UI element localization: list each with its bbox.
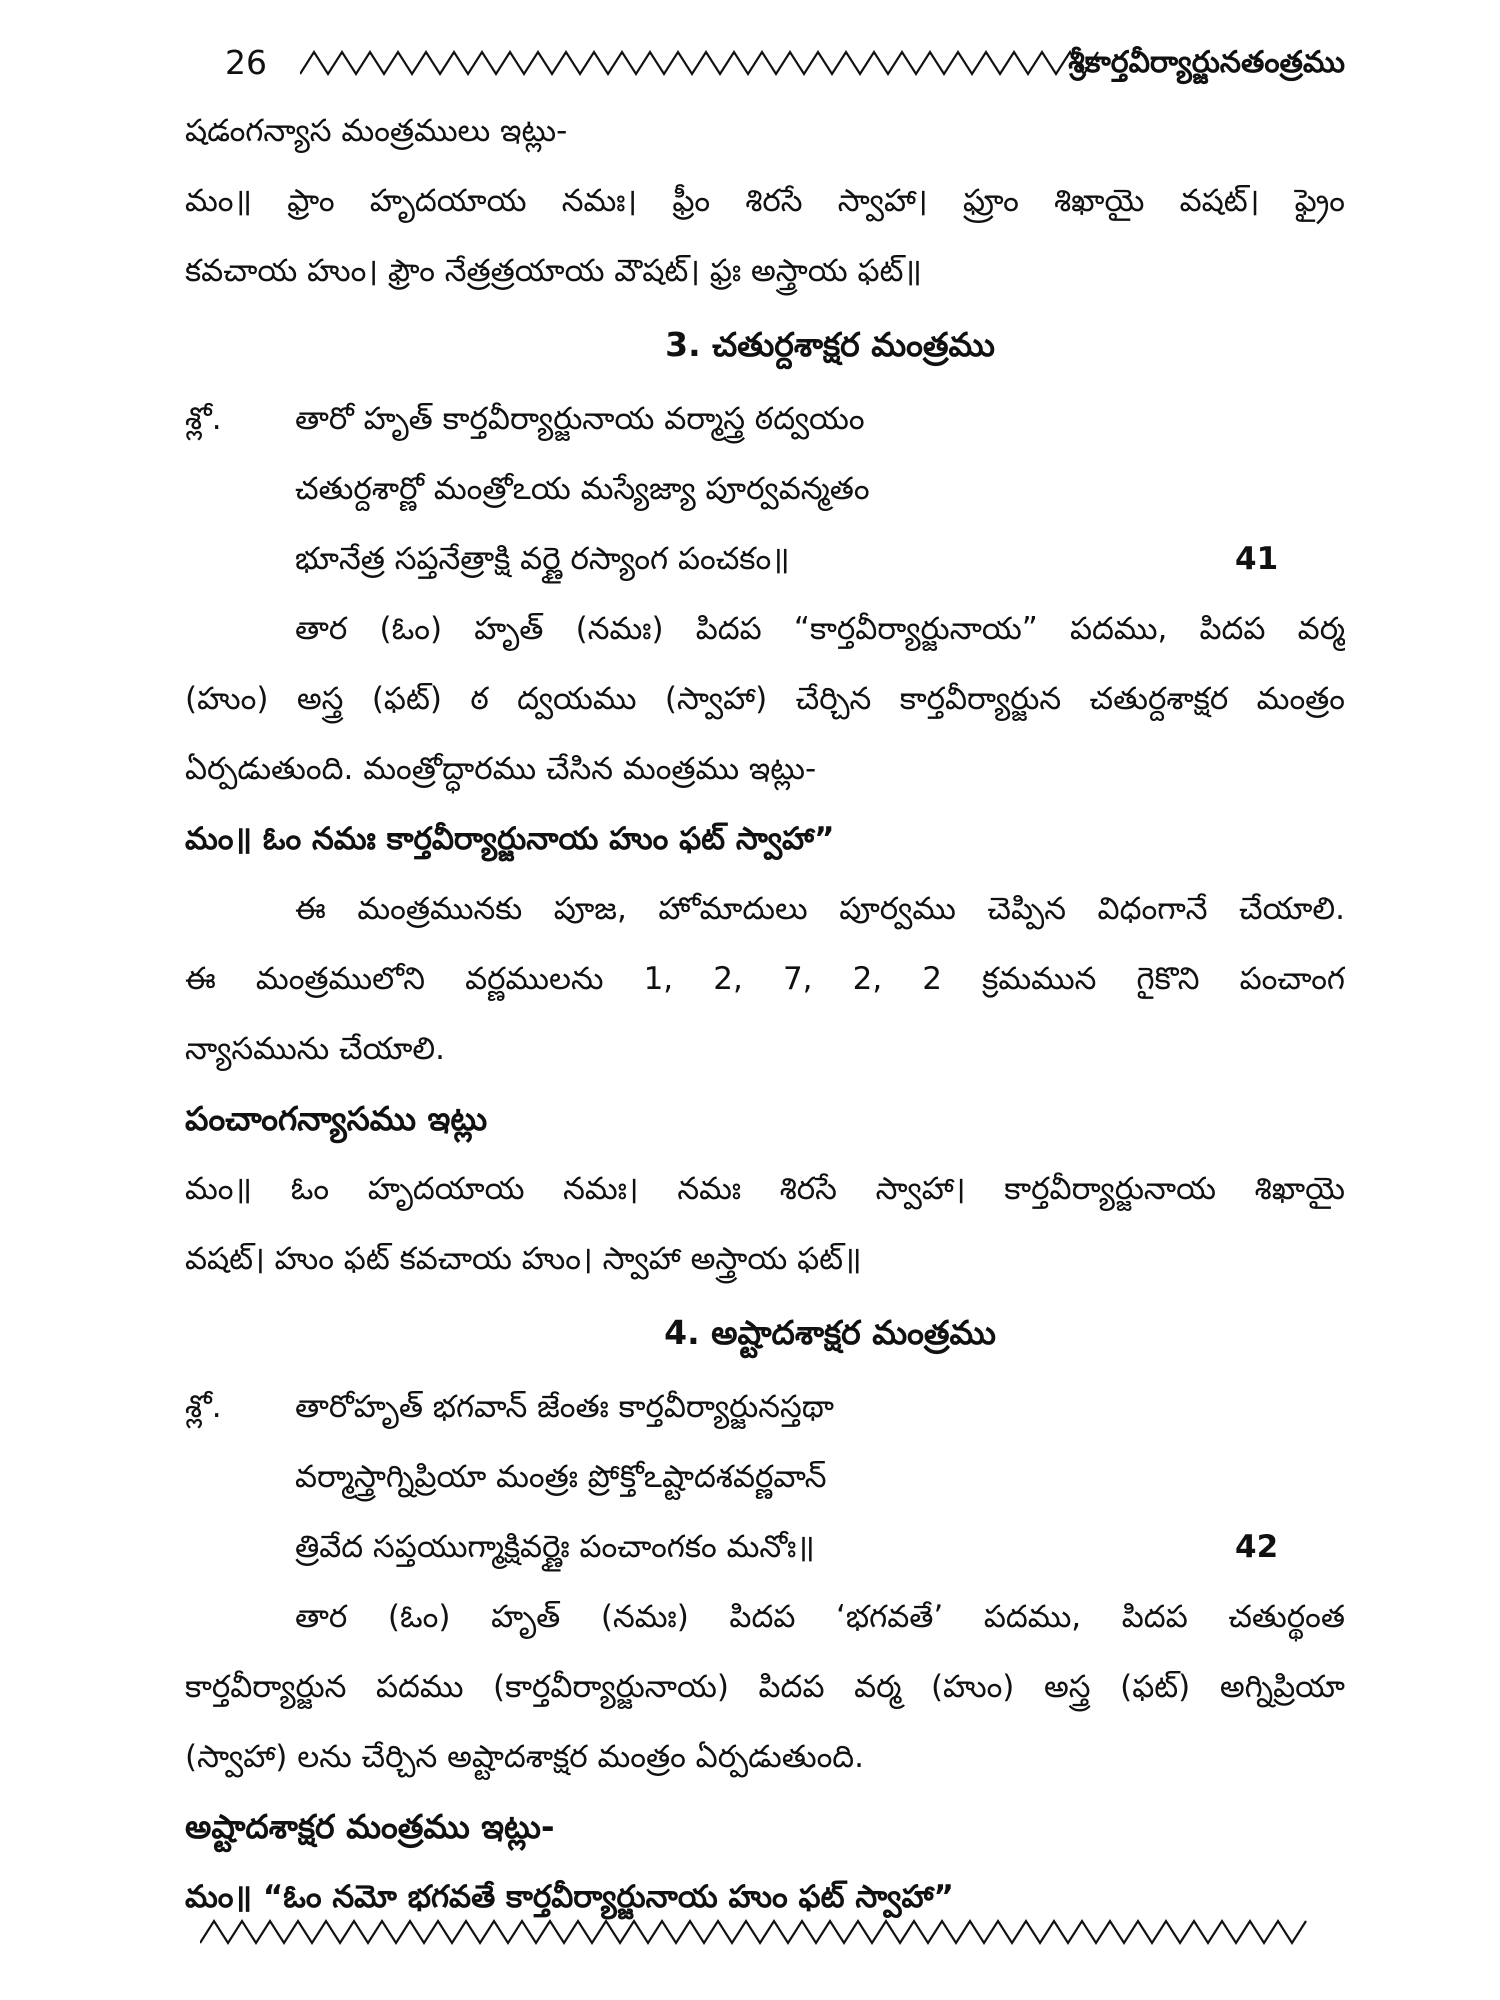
- verse-line: [185, 524, 1345, 594]
- zigzag-ornament-top: [300, 46, 1100, 80]
- text-line: కార్తవీర్యార్జున పదము (కార్తవీర్యార్జునాయ) పిదప వర్మ (హుం) అస్త్ర (ఫట్) అగ్నిప్రియా: [185, 1669, 1345, 1705]
- verse-line: [185, 1512, 1345, 1582]
- text-line: తార (ఓం) హృత్ (నమః) పిదప ‘భగవతే’ పదము, పిదప చతుర్థంత: [295, 1599, 1345, 1635]
- section-heading-3: 3. చతుర్దశాక్షర మంత్రము: [665, 325, 995, 364]
- verse-line: [185, 384, 1345, 454]
- text-line: ఈ మంత్రమునకు పూజ, హోమాదులు పూర్వము చెప్పిన విధంగానే చేయాలి.: [295, 891, 1345, 927]
- verse-marker: శ్లో.: [185, 401, 222, 437]
- verse-text: త్రివేద సప్తయుగ్మాక్షివర్ణైః పంచాంగకం మనోః॥: [295, 1529, 815, 1565]
- verse-text: భూనేత్ర సప్తనేత్రాక్షి వర్ణై రస్యాంగ పంచకం॥: [295, 541, 790, 577]
- text-line: మం॥ ఓం హృదయాయ నమః। నమః శిరసే స్వాహా। కార్తవీర్యార్జునాయ శిఖాయై: [185, 1171, 1345, 1207]
- verse-marker: శ్లో.: [185, 1389, 222, 1425]
- page-number: 26: [225, 43, 267, 82]
- verse-line: [185, 1442, 1345, 1512]
- verse-text: వర్మాస్త్రాగ్నిప్రియా మంత్రః ప్రోక్తోఽష్టాదశవర్ణవాన్: [295, 1459, 827, 1495]
- mantra-line: మం॥ ఓం నమః కార్తవీర్యార్జునాయ హుం ఫట్ స్వాహా”: [185, 821, 835, 857]
- text-line: న్యాసమును చేయాలి.: [185, 1031, 445, 1067]
- text-line: (స్వాహా) లను చేర్చిన అష్టాదశాక్షర మంత్రం ఏర్పడుతుంది.: [185, 1739, 865, 1775]
- verse-line: [185, 454, 1345, 524]
- text-line: ఏర్పడుతుంది. మంత్రోద్ధారము చేసిన మంత్రము ఇట్లు-: [185, 751, 817, 787]
- verse-line: [185, 1372, 1345, 1442]
- text-line: తార (ఓం) హృత్ (నమః) పిదప “కార్తవీర్యార్జునాయ” పదము, పిదప వర్మ: [295, 611, 1345, 647]
- zigzag-ornament-bottom: [200, 1915, 1310, 1949]
- section-heading-4: 4. అష్టాదశాక్షర మంత్రము: [664, 1313, 996, 1352]
- running-title: శ్రీకార్తవీర్యార్జునతంత్రము: [1068, 45, 1345, 80]
- page-header: [185, 36, 1345, 90]
- subheading: పంచాంగన్యాసము ఇట్లు: [185, 1099, 488, 1138]
- text-line: మం॥ ఫ్రాం హృదయాయ నమః। ఫ్రీం శిరసే స్వాహా। ఫ్రూం శిఖాయై వషట్। ఫ్రైం: [185, 183, 1345, 219]
- subheading: అష్టాదశాక్షర మంత్రము ఇట్లు-: [185, 1807, 555, 1846]
- verse-text: తారో హృత్ కార్తవీర్యార్జునాయ వర్మాస్త్ర ఠద్వయం: [295, 401, 865, 437]
- verse-number: 42: [1235, 1529, 1279, 1565]
- mantra-line: మం॥ “ఓం నమో భగవతే కార్తవీర్యార్జునాయ హుం ఫట్ స్వాహా”: [185, 1879, 954, 1915]
- text-line: షడంగన్యాస మంత్రములు ఇట్లు-: [185, 113, 568, 149]
- verse-number: 41: [1235, 541, 1279, 577]
- text-line: (హుం) అస్త్ర (ఫట్) ఠ ద్వయము (స్వాహా) చేర్చిన కార్తవీర్యార్జున చతుర్దశాక్షర మంత్రం: [185, 681, 1345, 717]
- text-line: వషట్। హుం ఫట్ కవచాయ హుం। స్వాహా అస్త్రాయ ఫట్॥: [185, 1241, 862, 1277]
- text-line: కవచాయ హుం। ఫ్రౌం నేత్రత్రయాయ వౌషట్। ఫ్రః అస్త్రాయ ఫట్॥: [185, 253, 922, 289]
- verse-text: చతుర్దశార్ణో మంత్రోఽయ మస్యేజ్యా పూర్వవన్మతం: [295, 471, 870, 507]
- verse-text: తారోహృత్ భగవాన్ జేంతః కార్తవీర్యార్జునస్తథా: [295, 1389, 835, 1425]
- page-body: [185, 96, 1345, 1932]
- text-line: ఈ మంత్రములోని వర్ణములను 1, 2, 7, 2, 2 క్రమమున గైకొని పంచాంగ: [185, 961, 1345, 997]
